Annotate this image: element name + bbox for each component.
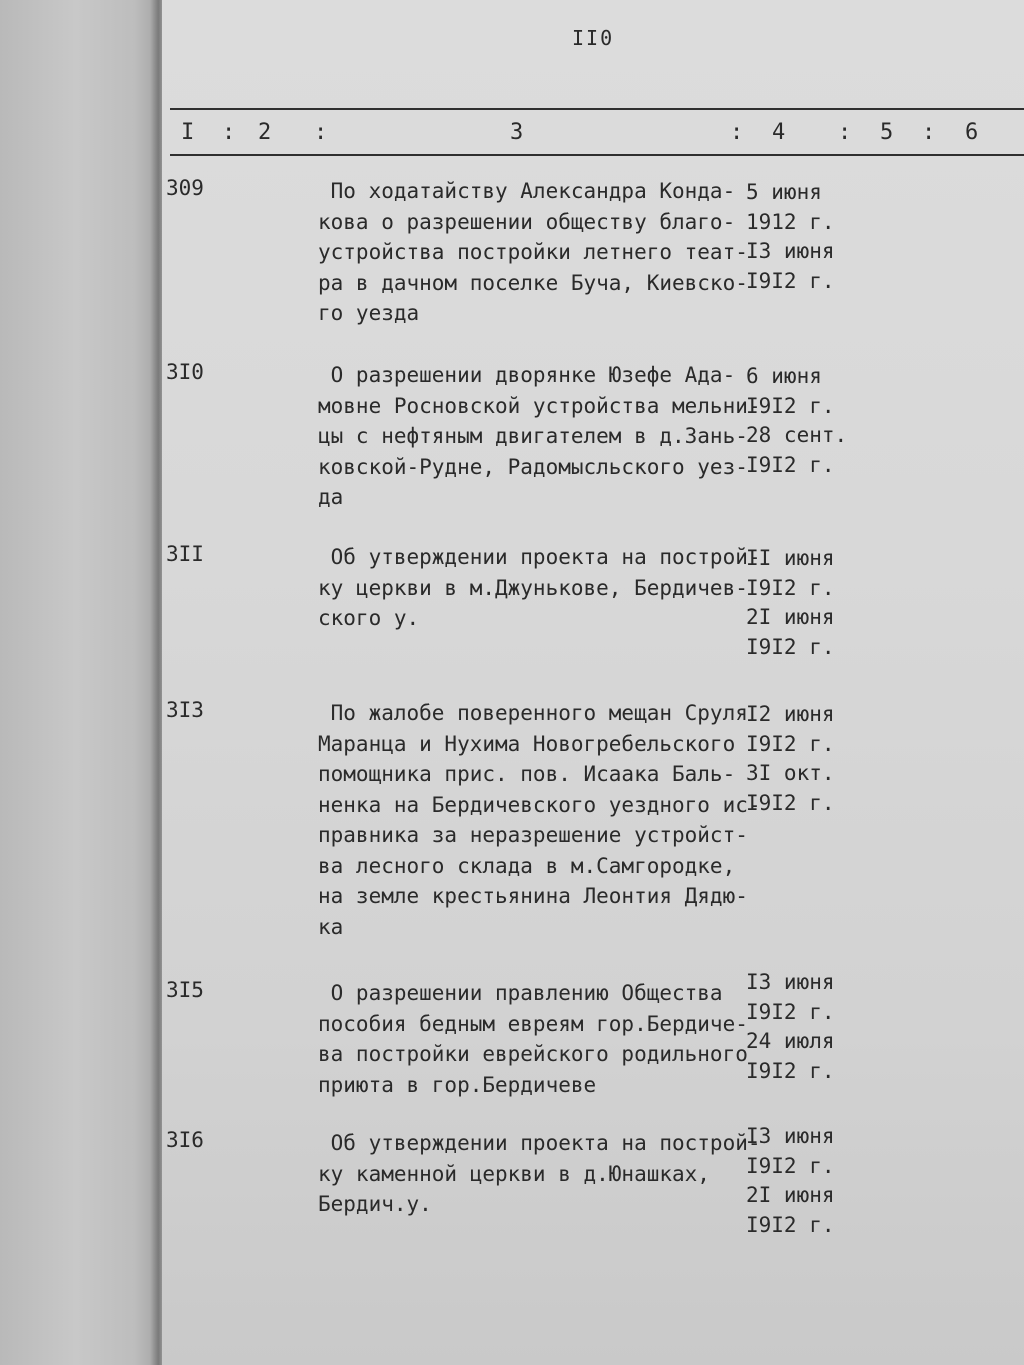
entry-date-line: I9I2 г.: [746, 790, 835, 815]
entry-date-line: 2I июня: [746, 605, 835, 629]
entry-description-line: приюта в гор.Бердичеве: [318, 1072, 597, 1097]
entry-date-line: I9I2 г.: [746, 1153, 835, 1178]
entry-date-line: I9I2 г.: [746, 634, 835, 659]
entry-date-line: I9I2 г.: [746, 1212, 835, 1237]
entry-number: 3I3: [166, 698, 204, 722]
entry-description-line: Об утверждении проекта на построй-: [318, 1131, 761, 1155]
entry-description: [318, 176, 748, 329]
entry-date-line: I2 июня: [746, 702, 835, 726]
column-separator: :: [838, 120, 852, 145]
column-header-6: 6: [965, 120, 979, 145]
entry-description-line: По жалобе поверенного мещан Сруля: [318, 701, 748, 725]
entry-date-line: 5 июня: [746, 180, 822, 204]
entry-date-line: I3 июня: [746, 970, 835, 994]
entry-description-line: ку каменной церкви в д.Юнашках,: [318, 1161, 710, 1186]
entry-dates: [746, 544, 835, 662]
entry-number: 3I6: [166, 1128, 204, 1152]
entry-description-line: ка: [318, 914, 344, 939]
entry-description-line: помощника прис. пов. Исаака Баль-: [318, 762, 736, 786]
header-rule-bottom: [170, 154, 1024, 156]
entry-number: 3I5: [166, 978, 204, 1002]
header-rule-top: [170, 108, 1024, 110]
entry-description-line: Об утверждении проекта на построй-: [318, 545, 761, 569]
entry-dates: [746, 968, 835, 1086]
column-separator: :: [922, 120, 936, 145]
entry-description-line: правника за неразрешение устройст-: [318, 823, 748, 847]
entry-description: [318, 978, 748, 1100]
entry-date-line: I9I2 г.: [746, 575, 835, 600]
entry-date-line: I3 июня: [746, 239, 835, 263]
entry-description: [318, 698, 761, 942]
entry-description-line: О разрешении дворянке Юзефе Ада-: [318, 363, 736, 387]
entry-description-line: мовне Росновской устройства мельни-: [318, 393, 761, 418]
entry-description-line: Маранца и Нухима Новогребельского: [318, 731, 736, 756]
entry-description-line: устройства постройки летнего теат-: [318, 240, 748, 264]
entry-description-line: Бердич.у.: [318, 1192, 432, 1216]
entry-description-line: на земле крестьянина Леонтия Дядю-: [318, 884, 748, 908]
entry-description-line: ва постройки еврейского родильного: [318, 1042, 748, 1066]
column-header-2: 2: [258, 120, 272, 145]
column-header-4: 4: [772, 120, 786, 145]
entry-description-line: ненка на Бердичевского уездного ис-: [318, 792, 761, 817]
entry-dates: [746, 362, 847, 480]
entry-date-line: I9I2 г.: [746, 999, 835, 1024]
left-page-bleed-text: [0, 0, 160, 1365]
entry-description-line: пособия бедным евреям гор.Бердиче-: [318, 1011, 748, 1036]
entry-number: 3II: [166, 542, 204, 566]
entry-description-line: ского у.: [318, 606, 420, 630]
entry-date-line: 28 сент.: [746, 423, 848, 447]
entry-description-line: цы с нефтяным двигателем в д.Зань-: [318, 424, 748, 448]
entry-description-line: да: [318, 485, 344, 509]
column-header-5: 5: [880, 120, 894, 145]
entry-description-line: ку церкви в м.Джунькове, Бердичев-: [318, 575, 748, 600]
entry-date-line: II июня: [746, 546, 835, 570]
entry-description-line: го уезда: [318, 301, 420, 325]
entry-description-line: кова о разрешении обществу благо-: [318, 209, 736, 234]
entry-description: [318, 542, 761, 634]
entry-dates: [746, 1122, 835, 1240]
entry-description-line: ковской-Рудне, Радомысльского уез-: [318, 454, 748, 479]
entry-date-line: I9I2 г.: [746, 452, 835, 477]
entry-dates: [746, 178, 835, 296]
entry-date-line: 1912 г.: [746, 209, 835, 234]
entry-date-line: I9I2 г.: [746, 1058, 835, 1083]
entry-description: [318, 360, 761, 513]
entry-date-line: I9I2 г.: [746, 268, 835, 293]
column-separator: :: [730, 120, 744, 145]
column-separator: :: [222, 120, 236, 145]
entry-dates: [746, 700, 835, 818]
entry-number: 309: [166, 176, 204, 200]
entry-number: 3I0: [166, 360, 204, 384]
entry-description-line: О разрешении правлению Общества: [318, 981, 723, 1005]
entry-date-line: 6 июня: [746, 364, 822, 388]
entry-description-line: ва лесного склада в м.Самгородке,: [318, 853, 736, 878]
entry-date-line: 2I июня: [746, 1183, 835, 1207]
entry-description: [318, 1128, 761, 1220]
page-number: II0: [572, 26, 615, 50]
entry-description-line: ра в дачном поселке Буча, Киевско-: [318, 270, 748, 295]
entry-date-line: 24 июля: [746, 1029, 835, 1053]
entry-date-line: I9I2 г.: [746, 731, 835, 756]
entry-date-line: 3I окт.: [746, 761, 835, 785]
entry-date-line: I3 июня: [746, 1124, 835, 1148]
entry-description-line: По ходатайству Александра Конда-: [318, 179, 736, 203]
entry-date-line: I9I2 г.: [746, 393, 835, 418]
column-header-3: 3: [510, 120, 524, 145]
column-header-I: I: [181, 120, 195, 145]
column-separator: :: [314, 120, 328, 145]
